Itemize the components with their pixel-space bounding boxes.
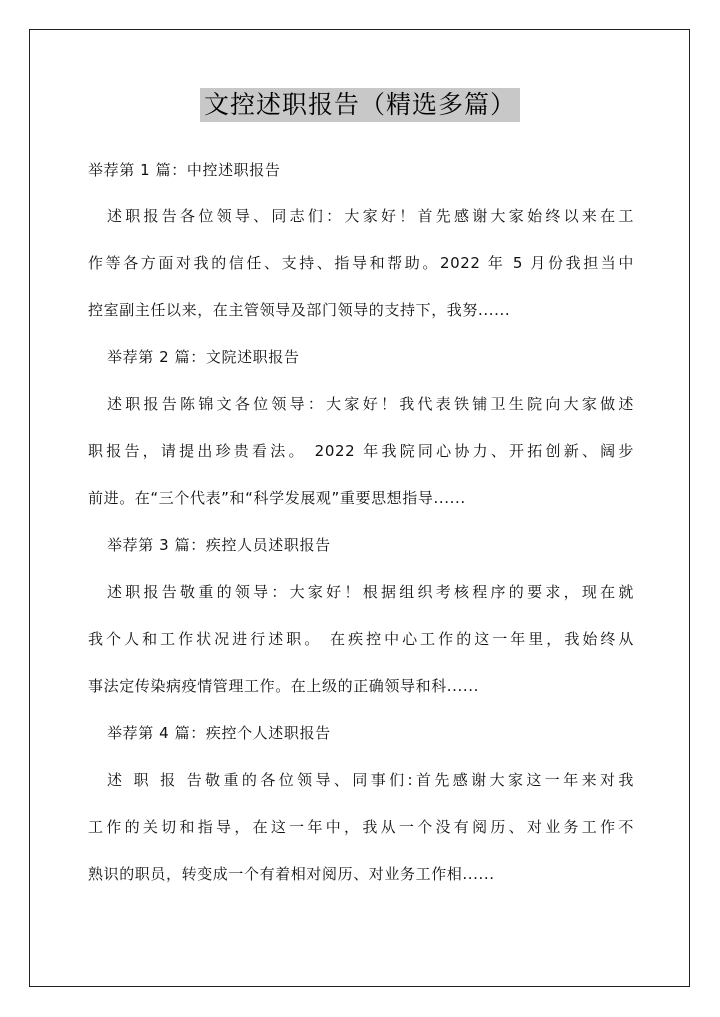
paragraph-line: 事法定传染病疫情管理工作。在上级的正确领导和科...... xyxy=(88,677,480,695)
paragraph-line: 述职报告各位领导、同志们：大家好！首先感谢大家始终以来在工 xyxy=(107,207,634,225)
paragraph-line: 作等各方面对我的信任、支持、指导和帮助。2022 年 5 月份我担当中 xyxy=(88,254,634,272)
paragraph-line: 我个人和工作状况进行述职。 在疾控中心工作的这一年里，我始终从 xyxy=(88,630,634,648)
article-heading-1: 举荐第 1 篇：中控述职报告 xyxy=(88,161,281,179)
paragraph-line: 述职报告陈锦文各位领导：大家好！我代表铁铺卫生院向大家做述 xyxy=(107,395,634,413)
paragraph-line: 职报告，请提出珍贵看法。 2022 年我院同心协力、开拓创新、阔步 xyxy=(88,442,634,460)
paragraph-line: 熟识的职员，转变成一个有着相对阅历、对业务工作相...... xyxy=(88,865,495,883)
paragraph-line: 工作的关切和指导，在这一年中，我从一个没有阅历、对业务工作不 xyxy=(88,818,634,836)
paragraph-line: 述职报告敬重的领导：大家好！根据组织考核程序的要求，现在就 xyxy=(107,583,634,601)
article-heading-3: 举荐第 3 篇：疾控人员述职报告 xyxy=(107,536,331,554)
article-heading-4: 举荐第 4 篇：疾控个人述职报告 xyxy=(107,724,331,742)
paragraph-line: 前进。在“三个代表”和“科学发展观”重要思想指导...... xyxy=(88,489,466,507)
title-container xyxy=(0,88,720,122)
article-heading-2: 举荐第 2 篇：文院述职报告 xyxy=(107,348,300,366)
paragraph-line: 述 职 报 告敬重的各位领导、同事们:首先感谢大家这一年来对我 xyxy=(107,771,634,789)
paragraph-line: 控室副主任以来，在主管领导及部门领导的支持下，我努...... xyxy=(88,301,511,319)
document-title: 文控述职报告（精选多篇） xyxy=(200,88,520,122)
